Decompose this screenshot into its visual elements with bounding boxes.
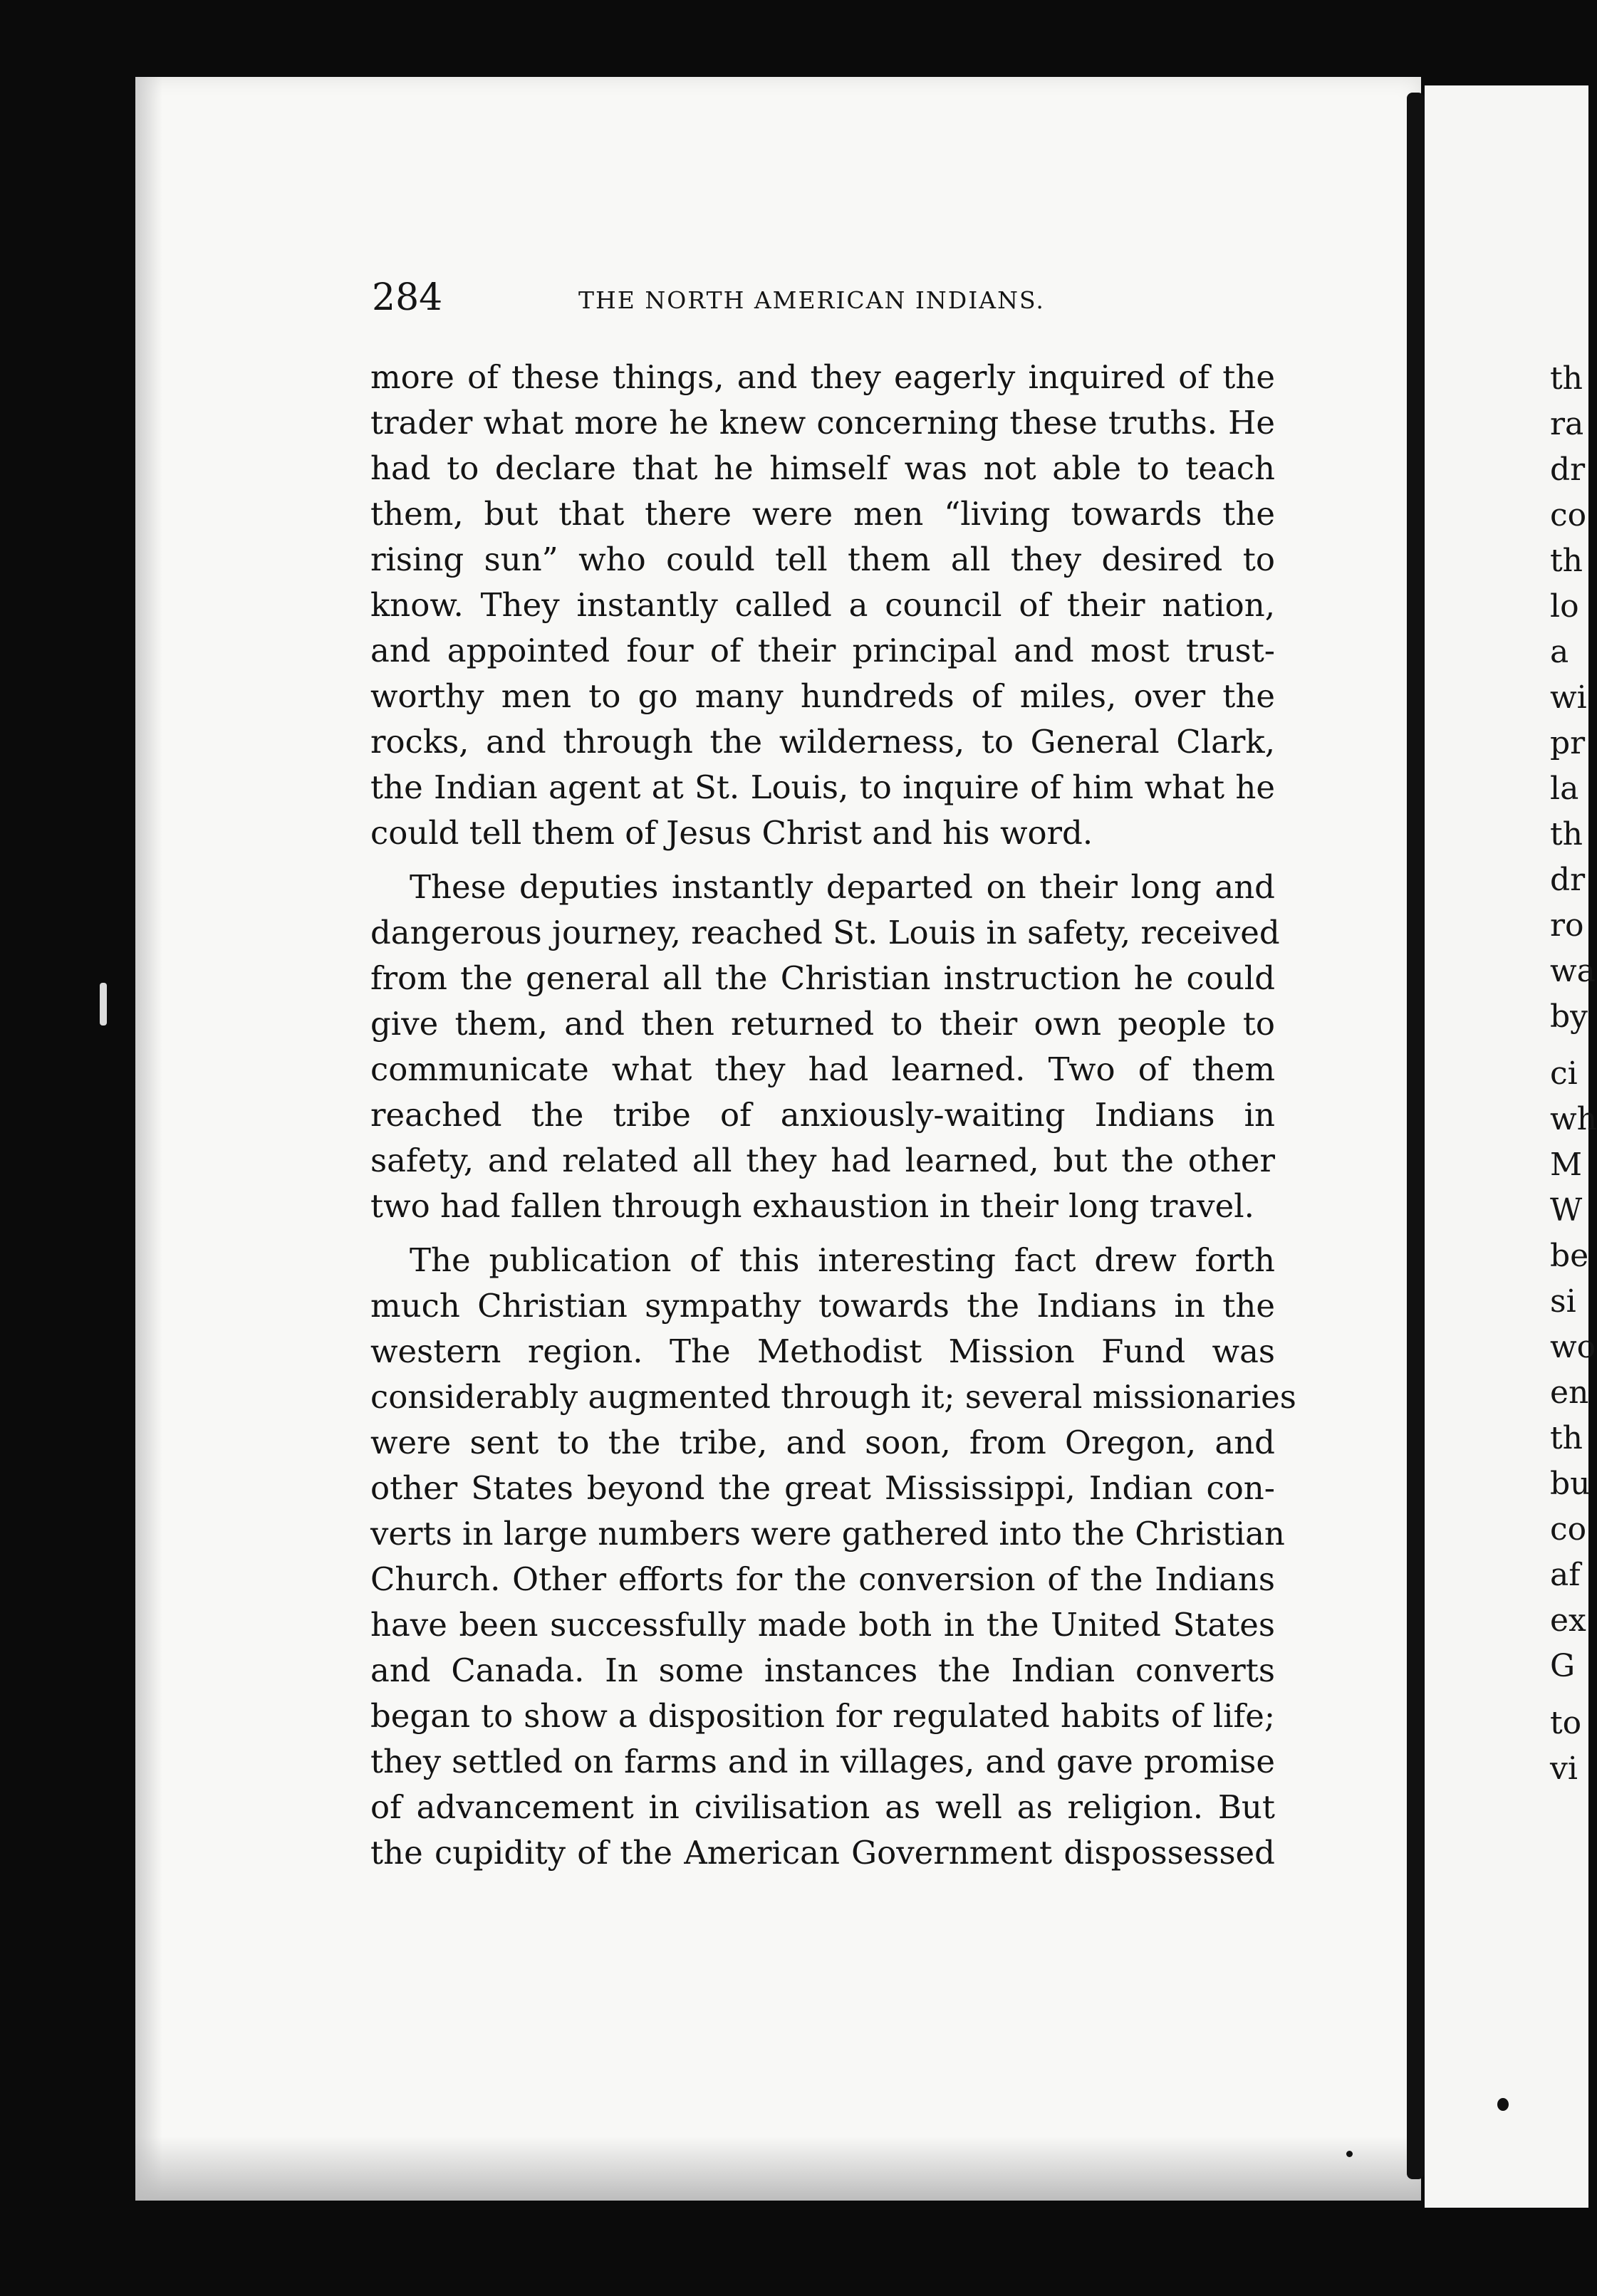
text-line: began to show a disposition for regulated habits of life;: [370, 1697, 1275, 1735]
text-line: they settled on farms and in villages, and gave promise: [370, 1743, 1275, 1780]
facing-page-text-fragment: co: [1550, 1511, 1587, 1548]
ink-speck: [1346, 2151, 1353, 2157]
text-line: much Christian sympathy towards the Indians in the: [370, 1287, 1275, 1325]
facing-page-text-fragment: th: [1550, 1420, 1583, 1456]
text-line: western region. The Methodist Mission Fund was: [370, 1332, 1275, 1370]
text-line: worthy men to go many hundreds of miles, over the: [370, 677, 1275, 715]
facing-page-text-fragment: dr: [1550, 862, 1586, 898]
facing-page-text-fragment: si: [1550, 1283, 1576, 1320]
ink-speck: [1497, 2098, 1509, 2111]
page-bottom-shadow: [135, 2136, 1421, 2201]
text-line: know. They instantly called a council of their nation,: [370, 586, 1275, 624]
facing-page-text-fragment: wo: [1550, 1329, 1596, 1365]
page-number: 284: [372, 276, 443, 319]
facing-page-text-fragment: co: [1550, 497, 1587, 533]
text-line: and Canada. In some instances the Indian converts: [370, 1651, 1275, 1689]
facing-page-text-fragment: be: [1550, 1238, 1589, 1274]
text-line: verts in large numbers were gathered into the Christian: [370, 1515, 1285, 1553]
facing-page-text-fragment: lo: [1550, 588, 1579, 625]
text-line: communicate what they had learned. Two of them: [370, 1050, 1275, 1088]
text-line: considerably augmented through it; several missionaries: [370, 1378, 1296, 1416]
facing-page-text-fragment: en: [1550, 1374, 1589, 1411]
text-line: the Indian agent at St. Louis, to inquire of him what he: [370, 768, 1275, 806]
text-line: safety, and related all they had learned, but the other: [370, 1142, 1275, 1179]
facing-page-text-fragment: dr: [1550, 452, 1586, 488]
text-line: reached the tribe of anxiously-waiting Indians in: [370, 1096, 1275, 1134]
ink-speck: [100, 983, 107, 1026]
facing-page-text-fragment: pr: [1550, 725, 1586, 761]
text-line: and appointed four of their principal and most trust-: [370, 632, 1275, 669]
facing-page-text-fragment: ex: [1550, 1602, 1586, 1639]
text-line: had to declare that he himself was not able to teach: [370, 449, 1275, 487]
page-gutter-divider: [1407, 93, 1424, 2179]
text-line: other States beyond the great Mississippi, Indian con-: [370, 1469, 1275, 1507]
text-line: rising sun” who could tell them all they desired to: [370, 541, 1275, 578]
facing-page-fragment: [1425, 85, 1597, 2208]
text-line: trader what more he knew concerning these truths. He: [370, 404, 1275, 442]
facing-page-text-fragment: vi: [1550, 1750, 1578, 1787]
facing-page-text-fragment: ro: [1550, 907, 1584, 944]
text-line: were sent to the tribe, and soon, from Oregon, and: [370, 1424, 1275, 1461]
text-line: Church. Other efforts for the conversion of the Indians: [370, 1560, 1275, 1598]
text-line: dangerous journey, reached St. Louis in safety, received: [370, 914, 1280, 951]
text-line: the cupidity of the American Government dispossessed: [370, 1834, 1275, 1872]
facing-page-text-fragment: G: [1550, 1648, 1576, 1684]
text-line: could tell them of Jesus Christ and his word.: [370, 814, 1093, 852]
facing-page-text-fragment: a: [1550, 634, 1569, 670]
text-line: rocks, and through the wilderness, to General Clark,: [370, 723, 1275, 761]
facing-page-text-fragment: wh: [1550, 1101, 1597, 1137]
facing-page-text-fragment: af: [1550, 1557, 1581, 1593]
facing-page-text-fragment: to: [1550, 1705, 1582, 1741]
facing-page-text-fragment: ci: [1550, 1055, 1578, 1092]
facing-page-text-fragment: bu: [1550, 1466, 1591, 1502]
text-line: two had fallen through exhaustion in their long travel.: [370, 1187, 1254, 1225]
text-line: These deputies instantly departed on their long and: [410, 868, 1275, 906]
facing-page-text-fragment: by: [1550, 998, 1588, 1035]
facing-page-text-fragment: M: [1550, 1147, 1583, 1183]
text-line: of advancement in civilisation as well as religion. But: [370, 1788, 1275, 1826]
facing-page-text-fragment: la: [1550, 771, 1579, 807]
text-line: The publication of this interesting fact drew forth: [410, 1241, 1275, 1279]
facing-page-text-fragment: th: [1550, 816, 1583, 852]
facing-page-text-fragment: W: [1550, 1192, 1583, 1228]
page-edge-shadow: [135, 77, 162, 2201]
facing-page-text-fragment: wa: [1550, 953, 1596, 989]
text-line: have been successfully made both in the United States: [370, 1606, 1275, 1644]
text-line: from the general all the Christian instruction he could: [370, 959, 1275, 997]
facing-page-text-fragment: ra: [1550, 406, 1584, 442]
text-line: them, but that there were men “living towards the: [370, 495, 1275, 533]
facing-page-text-fragment: th: [1550, 360, 1583, 397]
running-title: THE NORTH AMERICAN INDIANS.: [578, 286, 1045, 314]
facing-page-text-fragment: wi: [1550, 679, 1587, 716]
facing-page-text-fragment: th: [1550, 543, 1583, 579]
text-line: more of these things, and they eagerly inquired of the: [370, 358, 1275, 396]
text-line: give them, and then returned to their own people to: [370, 1005, 1275, 1043]
